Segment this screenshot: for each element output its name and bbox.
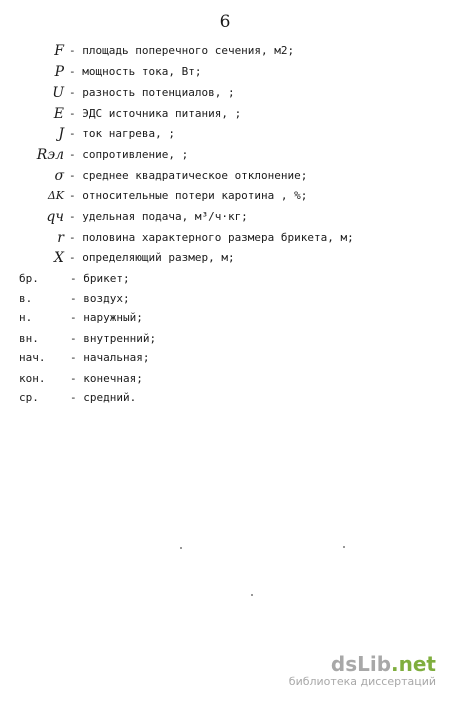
subscript-description: - наружный;: [70, 311, 143, 324]
symbol: qч: [46, 209, 64, 225]
symbol: U: [52, 85, 64, 101]
symbol: X: [54, 250, 64, 266]
symbol-description: - ЭДС источника питания, ;: [69, 107, 242, 120]
subscript-abbr: бр.: [19, 272, 39, 285]
symbol: r: [57, 230, 64, 246]
subscript-abbr: кон.: [19, 372, 46, 385]
symbol-description: - удельная подача, м³/ч·кг;: [69, 210, 248, 223]
symbol: Rэл: [36, 147, 64, 163]
watermark-subtitle: библиотека диссертаций: [288, 675, 436, 688]
symbol-description: - среднее квадратическое отклонение;: [69, 169, 308, 182]
subscript-abbr: ср.: [19, 391, 39, 404]
scan-speck: [343, 546, 345, 548]
watermark-logo-main: dsLib: [330, 652, 392, 676]
subscript-description: - брикет;: [70, 272, 130, 285]
watermark-logo-accent: .net: [391, 652, 436, 676]
symbol-description: - относительные потери каротина , %;: [69, 189, 308, 202]
subscript-abbr: н.: [19, 311, 33, 324]
symbol: J: [58, 126, 64, 142]
symbol: ΔK: [47, 189, 64, 202]
symbol-description: - определяющий размер, м;: [69, 251, 235, 264]
scan-speck: [251, 594, 253, 596]
subscript-description: - конечная;: [70, 372, 143, 385]
subscript-description: - воздух;: [70, 292, 130, 305]
symbol-description: - ток нагрева, ;: [69, 127, 175, 140]
page-number: 6: [219, 12, 231, 32]
subscript-abbr: нач.: [19, 351, 46, 364]
symbol-description: - сопротивление, ;: [69, 148, 189, 161]
subscript-abbr: вн.: [19, 332, 39, 345]
symbol-description: - мощность тока, Вт;: [69, 65, 202, 78]
symbol-description: - разность потенциалов, ;: [69, 86, 235, 99]
subscript-abbr: в.: [19, 292, 33, 305]
symbol: F: [54, 43, 64, 59]
symbol-description: - площадь поперечного сечения, м2;: [69, 44, 295, 57]
scan-speck: [180, 547, 182, 549]
subscript-description: - внутренний;: [70, 332, 157, 345]
watermark: [289, 652, 436, 688]
symbol: E: [53, 106, 64, 122]
subscript-description: - средний.: [70, 391, 137, 404]
symbol-description: - половина характерного размера брикета, м;: [69, 231, 354, 244]
symbol: σ: [54, 168, 64, 184]
watermark-logo: [289, 652, 436, 676]
symbol: P: [54, 64, 64, 80]
subscript-description: - начальная;: [70, 351, 150, 364]
